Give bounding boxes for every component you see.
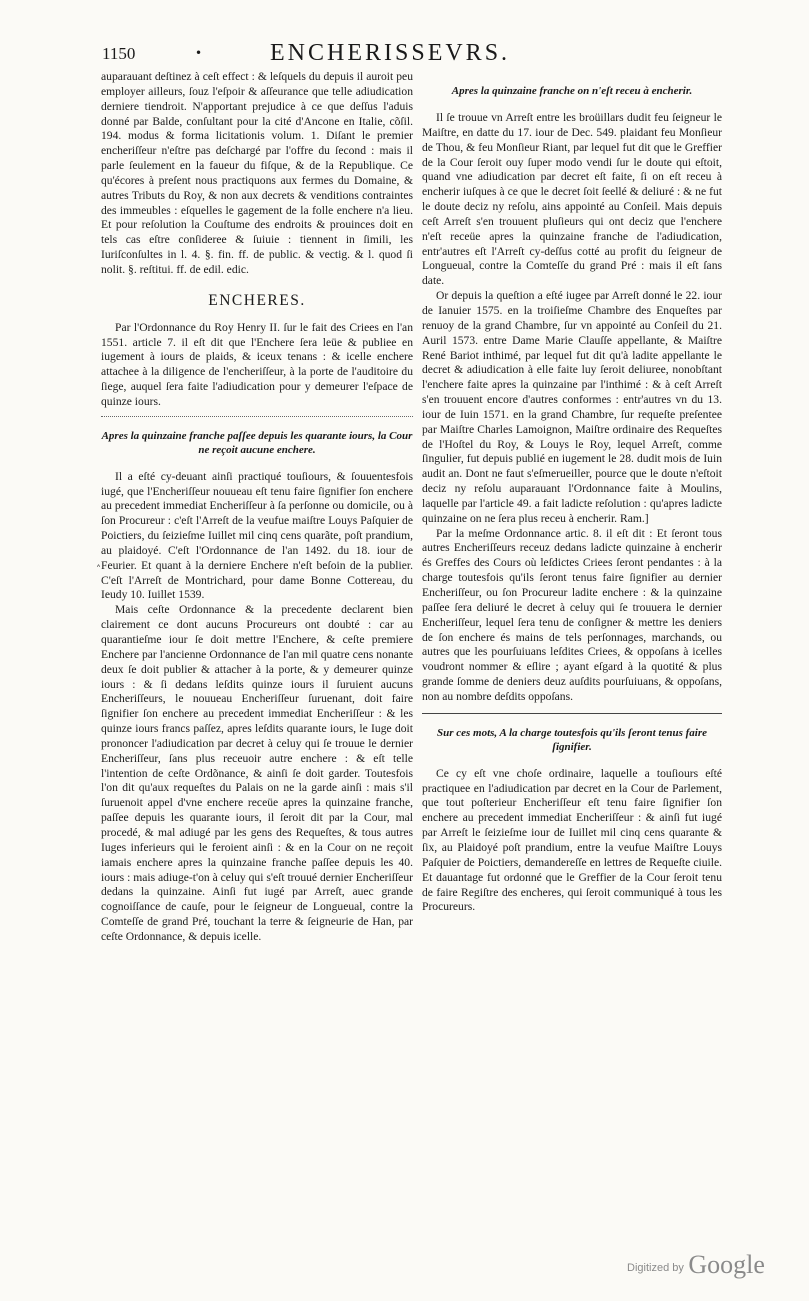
google-logo: Google <box>688 1250 765 1279</box>
running-title: ENCHERISSEVRS. <box>270 40 511 66</box>
watermark-prefix: Digitized by <box>627 1262 684 1274</box>
left-paragraph-2: Par l'Ordonnance du Roy Henry II. ſur le fait des Criees en l'an 1551. article 7. il eſt dit que l'Enchere ſera leüe & publiee en iugement à iours de plaids, & iceux tenans : & icelle enchere attachee à la diligence de l'encheriſſeur, à la porte de l'auditoire du ſiege, auquel ſera faite l'adiudication pour y demeurer l'eſpace de quinze iours. <box>101 320 413 408</box>
left-paragraph-1: auparauant deſtinez à ceſt effect : & leſquels du depuis il auroit peu employer ailleurs, ſouz l'eſpoir & aſſeurance que telle adiudication derniere tiendroit. N'apportant prejudice à ce que deſſus l'aduis donné par Balde, conſultant pour la cité d'Ancone en Italie, cõſil. 194. modus & forma licitationis volum. 1. Diſant le premier encheriſſeur n'eſtre pas deſchargé par l'offre du ſecond : mais il parle ſeulement en la faueur du fiſque, & de la Republique. Ce qu'écores à preſent nous practiquons aux fermes du Domaine, & autres Tributs du Roy, & non aux decrets & venditions contraintes des immeubles : eſquelles le gagement de la folle enchere n'a lieu. Et pour reſolution la Couſtume des endroits & prouinces doit en tels cas eſtre conſideree & ſuiuie : tiennent in ſimili, les Iuriſconſultes in l. 4. §. fin. ff. de public. & vectig. & l. quod ſi nolit. §. reſtitui. ff. de edil. edic. <box>101 70 413 276</box>
left-column <box>101 70 413 945</box>
digitized-watermark <box>627 1250 765 1280</box>
right-paragraph-4: Ce cy eſt vne choſe ordinaire, laquelle a touſiours eſté practiquee en l'adiudication par decret en la Cour de Parlement, que tout poſterieur Encheriſſeur eſt tenu faire ſignifier ſon enchere au precedent immediat Encheriſſeur : & ainſi fut iugé par Arreſt le ſeizieſme iour de Iuillet mil cinq cens quarante & ſix, au Plaidoyé poſt prandium, entre la veufue Maiſtre Louys Paſquier de Poictiers, demandereſſe en lettres de Requeſte ciuile. Et dauantage fut ordonné que le Greffier de la Cour ſeroit tenu de faire Regiſtre des encheres, qui ſeroit communiqué à tous les Procureurs. <box>422 766 722 914</box>
right-subheading-2: Sur ces mots, A la charge toutesfois qu'ils ſeront tenus faire ſignifier. <box>436 726 708 753</box>
section-title: ENCHERES. <box>208 291 306 309</box>
margin-mark: ˄ <box>96 565 101 576</box>
left-subheading: Apres la quinzaine franche paſſee depuis les quarante iours, la Cour ne reçoit aucune enchere. <box>101 429 413 456</box>
right-subheading-1: Apres la quinzaine franche on n'eſt receu à encherir. <box>451 85 693 97</box>
divider <box>101 416 413 417</box>
right-paragraph-2: Or depuis la queſtion a eſté iugee par Arreſt donné le 22. iour de Ianuier 1575. en la troiſieſme Chambre des Enqueſtes par renuoy de la grand Chambre, ſur vn appointé au Conſeil du 21. Auril 1573. entre Dame Marie Clauſſe appellante, & Maiſtre René Bariot inthimé, par lequel fut dit qu'à ladite appellante le decret & adiudication à elle faite luy ſeroit deliuree, nonobſtant l'enchere faite apres la quinzaine par l'inthimé : & à ceſt Arreſt s'en trouuent encore d'autres conformes : entr'autres vn du 13. iour de Iuin 1571. en la grand Chambre, ſur requeſte preſentee par Maiſtre Charles Lamoignon, Maiſtre ordinaire des Requeſtes de l'Hoſtel du Roy, & Louys le Roy, lequel Arreſt, comme ſingulier, fut depuis publié en iugement le 28. dudit mois de Iuin audit an. Dont ne faut s'eſmerueiller, pource que le doute n'eſtoit deciz ny reſolu auparauant l'Ordonnance faite à Moulins, laquelle par l'article 49. a fait ladicte reſolution : qu'apres ladicte quinzaine on ne ſera plus receu à encherir. Ram.] <box>422 289 722 525</box>
divider <box>422 713 722 714</box>
right-paragraph-3: Par la meſme Ordonnance artic. 8. il eſt dit : Et ſeront tous autres Encheriſſeurs receuz dedans ladicte quinzaine à encherir és Greffes des Cours où leſdictes Criees ſeront pendantes : à la charge toutesfois qu'ils ſeront tenus faire ſignifier au dernier Encheriſſeur, ou ſon Procureur ladite enchere : & la quinzaine paſſee ſera deliuré le decret à celuy qui ſe trouuera le dernier Encheriſſeur, lequel ſera tenu de conſigner & mettre les deniers de ſon enchere és mains de tels perſonnages, marchands, ou autres que les pourſuiuans leſdites Criees, & oppoſans à icelles voudront nommer & eſlire ; ayant eſgard à la quotité & plus grande ſomme de deniers deuz auſdits pourſuiuans, & oppoſans, non au nombre deſdits oppoſans. <box>422 526 722 703</box>
header-ornament: • <box>195 46 203 60</box>
left-paragraph-4: Mais ceſte Ordonnance & la precedente declarent bien clairement ce dont aucuns Procureurs ont doubté : car au quarantieſme iour ſe doit mettre l'Enchere, & ceſte premiere Enchere par l'ancienne Ordonnance de l'an mil quatre cens nonante deux ſe doit publier & attacher à la porte, & y demeurer quinze iours : & ſi dedans leſdits quinze iours il ſuruient aucuns Encheriſſeurs, le nouueau Encheriſſeur ſuruenant, doit faire ſignifier ſon enchere au precedent immediat Encheriſſeur : & les quinze iours francs paſſez, apres leſdits quarante iours, le Iuge doit prononcer l'adiudication par decret à celuy qui ſe trouue le dernier Encheriſſeur, ſans plus receuoir autre enchere : & eſt telle l'intention de ceſte Ordõnance, & ainſi ſe doit garder. Toutesfois l'on dit qu'aux requeſtes du Palais on ne la garde ainſi : mais s'il ſuruenoit appel d'vne enchere receüe apres la quinzaine franche, paſſee depuis les quarante iours, il ſeroit dit par la Cour, mal procedé, & mal adiugé par les gens des Requeſtes, & tous autres Iuges inferieurs qui le feroient ainſi : & en la Cour on ne reçoit iamais enchere apres la quinzaine franche paſſee depuis les 40. iours : mais adiuge-t'on à celuy qui s'eſt trouué dernier Encheriſſeur dedans la quinzaine. Ainſi fut iugé par Arreſt, auec grande cognoiſſance de cauſe, pour le ſeigneur de Longueual, contre la Comteſſe de grand Pré, touchant la terre & ſeigneurie de Han, par ceſte Ordonnance, & depuis icelle. <box>101 603 413 943</box>
right-column <box>422 70 722 915</box>
page-number: 1150 <box>102 44 136 63</box>
page-header <box>0 0 809 70</box>
right-paragraph-1: Il ſe trouue vn Arreſt entre les broüillars dudit feu ſeigneur le Maiſtre, en datte du 17. iour de Dec. 549. plaidant feu Monſieur de Thou, & feu Monſieur Riant, par lequel fut dit que le Greffier de la Cour ſeroit ouy ſuper modo vendi ſur le doute qui eſtoit, quand vne adiudication par decret eſt faite, ſi on eſt receu à encherir iuſques à ce que le decret ſoit ſeellé & deliuré : & ne fut le doute deciz ny reſolu, ains appointé au Conſeil. Mais depuis ceſt Arreſt s'en trouuent pluſieurs qui ont deciz que l'enchere n'eſt receüe apres la quinzaine franche de l'adiudication, entr'autres eſt l'Arreſt cy-deſſus cotté au profit du ſeigneur de Longueual, contre la Comteſſe du grand Pré : mais il eſt ſans date. <box>422 111 722 288</box>
left-paragraph-3: Il a eſté cy-deuant ainſi practiqué touſiours, & ſouuentesfois iugé, que l'Encheriſſeur nouueau eſt tenu faire ſignifier ſon enchere au precedent immediat Encheriſſeur à ſa perſonne ou domicile, ou à ſon Procureur : c'eſt l'Arreſt de la veufue maiſtre Louys Paſquier de Poictiers, du ſeizieſme Iuillet mil cinq cens quarãte, poſt prandium, au plaidoyé. C'eſt l'Ordonnance de l'an 1492. du 18. iour de Feurier. Et quant à la derniere Enchere n'eſt beſoin de la publier. C'eſt l'Arreſt de Montrichard, pour dame Bonne Cottereau, du Ieudy 10. Iuillet 1539. <box>101 469 413 602</box>
